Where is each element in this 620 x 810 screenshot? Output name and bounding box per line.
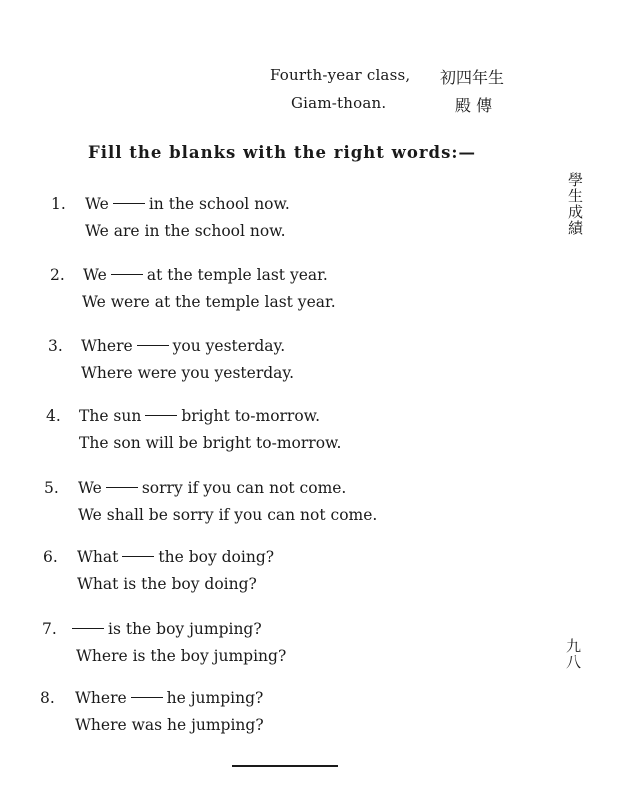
exercise-answer: We are in the school now. xyxy=(85,222,286,240)
exercise-item xyxy=(0,546,620,606)
exercise-answer: We shall be sorry if you can not come. xyxy=(78,506,378,524)
exercise-answer: The son will be bright to-morrow. xyxy=(79,434,342,452)
end-divider xyxy=(232,765,338,767)
question-end: bright to-morrow. xyxy=(181,407,321,425)
page-number: 九八 xyxy=(564,638,582,670)
exercise-number: 4. xyxy=(46,407,61,425)
question-start: What xyxy=(77,548,119,566)
exercise-question xyxy=(72,620,262,638)
exercise-question xyxy=(75,689,263,707)
question-start: Where xyxy=(81,337,133,355)
grade-label: 學生成績 xyxy=(566,172,584,236)
exercise-number: 2. xyxy=(50,266,65,284)
exercise-question xyxy=(83,266,328,284)
exercise-item xyxy=(0,687,620,747)
class-label: Fourth-year class, xyxy=(270,66,411,84)
blank-line xyxy=(145,415,177,416)
question-start: We xyxy=(83,266,107,284)
blank-line xyxy=(122,556,154,557)
blank-line xyxy=(137,345,169,346)
question-end: sorry if you can not come. xyxy=(141,479,347,497)
exercise-item xyxy=(0,477,620,537)
exercise-answer: What is the boy doing? xyxy=(77,575,257,593)
exercise-number: 7. xyxy=(42,620,57,638)
exercise-answer: Where is the boy jumping? xyxy=(76,647,287,665)
question-end: in the school now. xyxy=(148,195,290,213)
exercise-number: 1. xyxy=(51,195,66,213)
exercise-item xyxy=(0,405,620,465)
exercise-answer: Where was he jumping? xyxy=(75,716,264,734)
question-start: We xyxy=(85,195,109,213)
blank-line xyxy=(113,203,145,204)
exercise-question xyxy=(79,407,320,425)
exercise-number: 3. xyxy=(48,337,63,355)
question-end: he jumping? xyxy=(166,689,264,707)
question-start: We xyxy=(78,479,102,497)
exercise-number: 8. xyxy=(40,689,55,707)
exercise-number: 5. xyxy=(44,479,59,497)
exercise-question xyxy=(78,479,346,497)
exercise-item xyxy=(0,264,620,324)
exercise-item xyxy=(0,618,620,678)
question-end: at the temple last year. xyxy=(146,266,328,284)
student-name-chinese: 殿 傳 xyxy=(455,96,493,115)
exercise-question xyxy=(85,195,290,213)
question-end: the boy doing? xyxy=(158,548,275,566)
student-name: Giam-thoan. xyxy=(291,94,387,112)
instruction-heading: Fill the blanks with the right words:— xyxy=(88,143,476,162)
exercise-question xyxy=(81,337,285,355)
exercise-number: 6. xyxy=(43,548,58,566)
blank-line xyxy=(111,274,143,275)
exercise-question xyxy=(77,548,274,566)
question-start: Where xyxy=(75,689,127,707)
blank-line xyxy=(106,487,138,488)
blank-line xyxy=(131,697,163,698)
exercise-item xyxy=(0,193,620,253)
question-end: is the boy jumping? xyxy=(108,620,262,638)
exercise-answer: Where were you yesterday. xyxy=(81,364,295,382)
exercise-answer: We were at the temple last year. xyxy=(82,293,336,311)
exercise-item xyxy=(0,335,620,395)
blank-line xyxy=(72,628,104,629)
question-end: you yesterday. xyxy=(172,337,286,355)
class-label-chinese: 初四年生 xyxy=(440,68,505,87)
question-start: The sun xyxy=(79,407,142,425)
